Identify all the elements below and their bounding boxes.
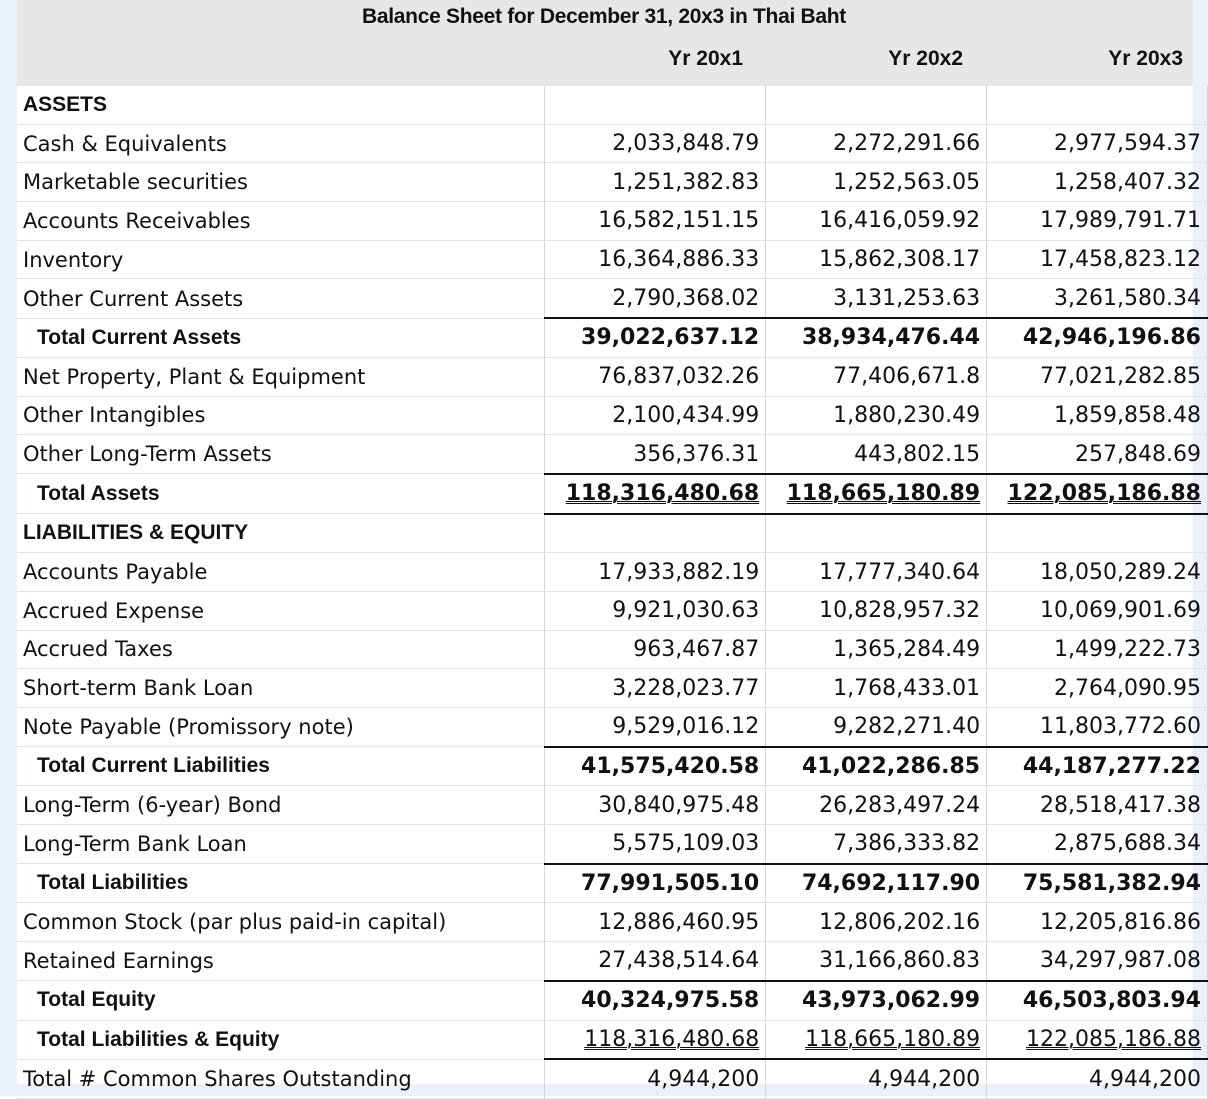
table-row [17, 514, 1208, 553]
row-label: Other Long-Term Assets [17, 435, 545, 474]
value-cell: 16,416,059.92 [766, 202, 987, 241]
value-cell: 16,364,886.33 [545, 240, 766, 279]
value-text: 118,316,480.68 [584, 1026, 760, 1052]
table-row [17, 942, 1208, 981]
value-text: 122,085,186.88 [1007, 481, 1201, 507]
value-cell [545, 1020, 766, 1059]
value-cell: 2,875,688.34 [987, 825, 1208, 864]
value-cell [766, 86, 987, 124]
value-cell: 2,100,434.99 [545, 396, 766, 435]
row-label: ASSETS [17, 86, 545, 124]
value-cell: 42,946,196.86 [987, 318, 1208, 357]
value-cell: 31,166,860.83 [766, 942, 987, 981]
table-row [17, 240, 1208, 279]
value-cell [545, 474, 766, 514]
value-cell: 77,406,671.8 [766, 357, 987, 396]
total-row [17, 864, 1208, 903]
table-row [17, 202, 1208, 241]
row-label: Accounts Receivables [17, 202, 545, 241]
value-cell: 17,933,882.19 [545, 553, 766, 592]
value-cell: 17,458,823.12 [987, 240, 1208, 279]
total-row [17, 747, 1208, 786]
value-cell: 4,944,200 [545, 1059, 766, 1098]
value-cell: 3,261,580.34 [987, 279, 1208, 318]
value-text: 118,316,480.68 [565, 481, 760, 507]
value-cell: 44,187,277.22 [987, 747, 1208, 786]
row-label: Accrued Expense [17, 591, 545, 630]
total-row [17, 318, 1208, 357]
value-cell: 17,777,340.64 [766, 553, 987, 592]
value-cell: 40,324,975.58 [545, 981, 766, 1020]
value-cell: 46,503,803.94 [987, 981, 1208, 1020]
value-cell: 30,840,975.48 [545, 786, 766, 825]
table-row [17, 591, 1208, 630]
row-label: Long-Term Bank Loan [17, 825, 545, 864]
balance-sheet-table [17, 86, 1208, 1099]
value-cell: 75,581,382.94 [987, 864, 1208, 903]
row-label: Total Equity [17, 981, 545, 1020]
value-cell [987, 1020, 1208, 1059]
value-cell: 15,862,308.17 [766, 240, 987, 279]
value-cell: 34,297,987.08 [987, 942, 1208, 981]
value-cell: 1,880,230.49 [766, 396, 987, 435]
value-cell: 76,837,032.26 [545, 357, 766, 396]
value-cell: 3,228,023.77 [545, 669, 766, 708]
value-cell: 5,575,109.03 [545, 825, 766, 864]
table-row [17, 1059, 1208, 1098]
row-label: Total Assets [17, 474, 545, 514]
value-cell: 41,575,420.58 [545, 747, 766, 786]
value-cell: 2,790,368.02 [545, 279, 766, 318]
sheet-title: Balance Sheet for December 31, 20x3 in Thai Baht [362, 5, 846, 28]
table-row [17, 396, 1208, 435]
value-cell: 39,022,637.12 [545, 318, 766, 357]
value-cell: 4,944,200 [766, 1059, 987, 1098]
value-cell: 12,205,816.86 [987, 903, 1208, 942]
table-row [17, 124, 1208, 163]
row-label: LIABILITIES & EQUITY [17, 514, 545, 553]
row-label: Total Current Assets [17, 318, 545, 357]
table-row [17, 903, 1208, 942]
table-row [17, 669, 1208, 708]
row-label: Inventory [17, 240, 545, 279]
table-row [17, 86, 1208, 124]
value-cell: 257,848.69 [987, 435, 1208, 474]
value-cell: 11,803,772.60 [987, 708, 1208, 747]
row-label: Net Property, Plant & Equipment [17, 357, 545, 396]
row-label: Other Intangibles [17, 396, 545, 435]
value-cell: 41,022,286.85 [766, 747, 987, 786]
row-label: Marketable securities [17, 163, 545, 202]
value-cell: 12,806,202.16 [766, 903, 987, 942]
value-cell: 2,977,594.37 [987, 124, 1208, 163]
value-cell: 10,828,957.32 [766, 591, 987, 630]
value-cell [987, 474, 1208, 514]
value-cell: 1,365,284.49 [766, 630, 987, 669]
table-row [17, 435, 1208, 474]
value-cell: 43,973,062.99 [766, 981, 987, 1020]
value-cell: 963,467.87 [545, 630, 766, 669]
value-cell: 1,768,433.01 [766, 669, 987, 708]
value-cell: 9,921,030.63 [545, 591, 766, 630]
year-header-1: Yr 20x1 [668, 47, 743, 70]
row-label: Total Liabilities [17, 864, 545, 903]
value-cell: 1,251,382.83 [545, 163, 766, 202]
value-cell [766, 514, 987, 553]
value-cell: 26,283,497.24 [766, 786, 987, 825]
row-label: Total Current Liabilities [17, 747, 545, 786]
value-text: 118,665,180.89 [786, 481, 981, 507]
grand-total-row [17, 474, 1208, 514]
grand-total-row [17, 1020, 1208, 1059]
value-cell: 77,021,282.85 [987, 357, 1208, 396]
table-row [17, 279, 1208, 318]
row-label: Retained Earnings [17, 942, 545, 981]
value-cell: 27,438,514.64 [545, 942, 766, 981]
table-row [17, 163, 1208, 202]
value-cell: 7,386,333.82 [766, 825, 987, 864]
value-cell: 1,499,222.73 [987, 630, 1208, 669]
value-cell [766, 474, 987, 514]
value-cell: 28,518,417.38 [987, 786, 1208, 825]
row-label: Short-term Bank Loan [17, 669, 545, 708]
year-header-2: Yr 20x2 [888, 47, 963, 70]
value-cell: 443,802.15 [766, 435, 987, 474]
value-cell: 74,692,117.90 [766, 864, 987, 903]
table-row [17, 708, 1208, 747]
value-cell: 4,944,200 [987, 1059, 1208, 1098]
value-text: 118,665,180.89 [805, 1026, 981, 1052]
value-text: 122,085,186.88 [1026, 1026, 1201, 1052]
value-cell: 38,934,476.44 [766, 318, 987, 357]
value-cell [766, 1020, 987, 1059]
row-label: Accounts Payable [17, 553, 545, 592]
table-row [17, 825, 1208, 864]
value-cell: 1,258,407.32 [987, 163, 1208, 202]
value-cell: 3,131,253.63 [766, 279, 987, 318]
total-row [17, 981, 1208, 1020]
value-cell [987, 86, 1208, 124]
value-cell [545, 514, 766, 553]
table-row [17, 553, 1208, 592]
value-cell: 10,069,901.69 [987, 591, 1208, 630]
row-label: Other Current Assets [17, 279, 545, 318]
row-label: Note Payable (Promissory note) [17, 708, 545, 747]
row-label: Long-Term (6-year) Bond [17, 786, 545, 825]
value-cell: 17,989,791.71 [987, 202, 1208, 241]
value-cell: 2,033,848.79 [545, 124, 766, 163]
value-cell: 18,050,289.24 [987, 553, 1208, 592]
table-row [17, 357, 1208, 396]
value-cell: 16,582,151.15 [545, 202, 766, 241]
table-row [17, 786, 1208, 825]
value-cell: 356,376.31 [545, 435, 766, 474]
row-label: Common Stock (par plus paid-in capital) [17, 903, 545, 942]
row-label: Accrued Taxes [17, 630, 545, 669]
table-row [17, 630, 1208, 669]
value-cell: 77,991,505.10 [545, 864, 766, 903]
value-cell [987, 514, 1208, 553]
value-cell: 9,529,016.12 [545, 708, 766, 747]
value-cell [545, 86, 766, 124]
value-cell: 1,252,563.05 [766, 163, 987, 202]
value-cell: 1,859,858.48 [987, 396, 1208, 435]
row-label: Total # Common Shares Outstanding [17, 1059, 545, 1098]
year-header-3: Yr 20x3 [1108, 47, 1183, 70]
value-cell: 9,282,271.40 [766, 708, 987, 747]
value-cell: 12,886,460.95 [545, 903, 766, 942]
row-label: Total Liabilities & Equity [17, 1020, 545, 1059]
value-cell: 2,764,090.95 [987, 669, 1208, 708]
row-label: Cash & Equivalents [17, 124, 545, 163]
value-cell: 2,272,291.66 [766, 124, 987, 163]
